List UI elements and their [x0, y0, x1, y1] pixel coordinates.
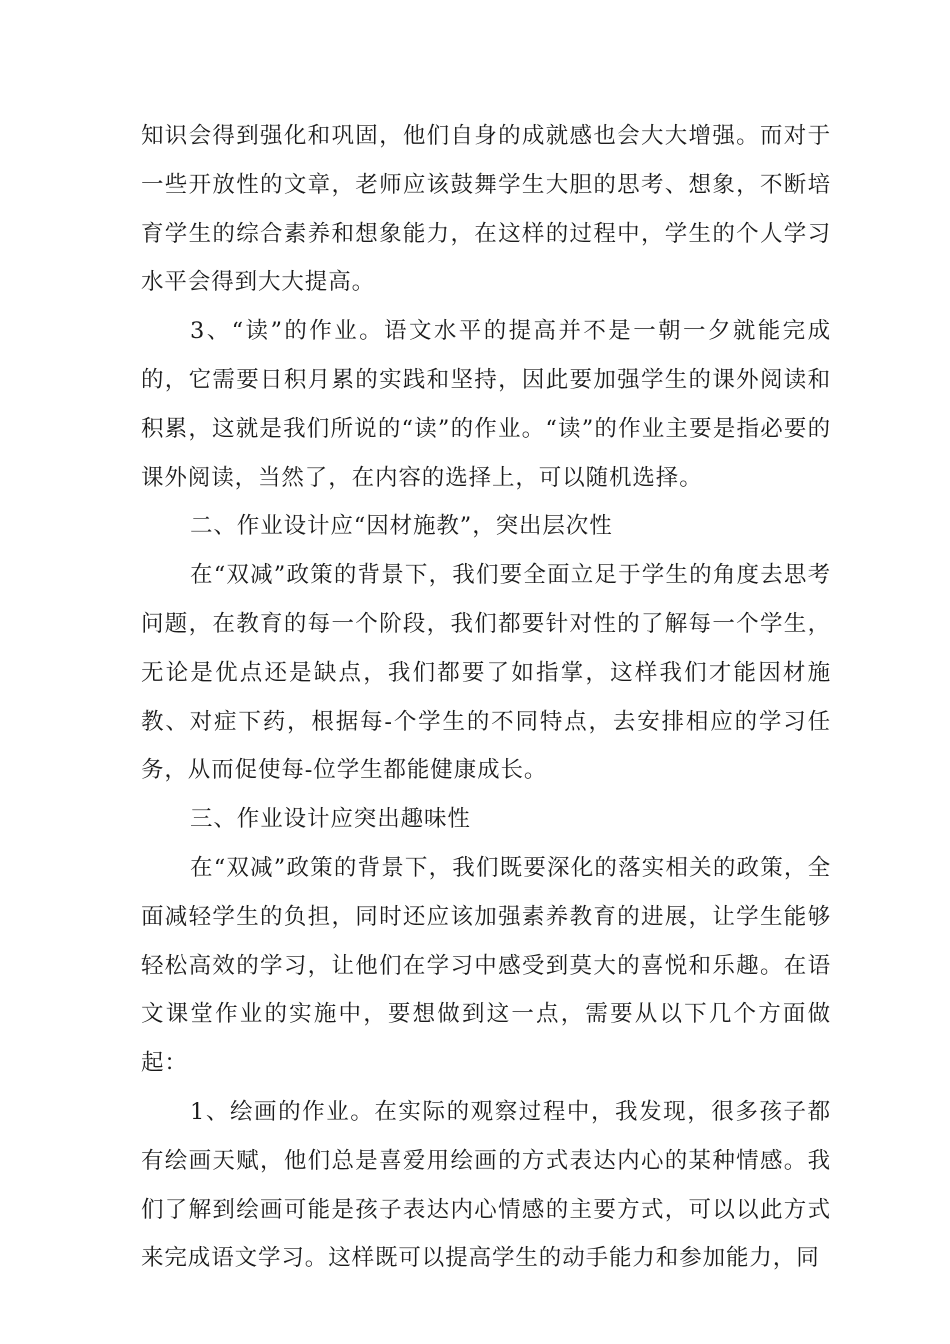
paragraph-continuation: 知识会得到强化和巩固，他们自身的成就感也会大大增强。而对于一些开放性的文章，老师应该鼓舞学生大胆的思考、想象，不断培育学生的综合素养和想象能力，在这样的过程中，学生的个人学习水平会得到大大提高。 [141, 123, 831, 296]
section-heading-3: 三、作业设计应突出趣味性 [190, 806, 471, 833]
section-heading-2: 二、作业设计应“因材施教”，突出层次性 [190, 513, 613, 540]
paragraph-drawing-homework: 1、绘画的作业。在实际的观察过程中，我发现，很多孩子都有绘画天赋，他们总是喜爱用绘画的方式表达内心的某种情感。我们了解到绘画可能是孩子表达内心情感的主要方式，可以以此方式来完成语文学习。这样既可以提高学生的动手能力和参加能力，同 [141, 1098, 831, 1272]
paragraph-fun-homework: 在“双减”政策的背景下，我们既要深化的落实相关的政策，全面减轻学生的负担，同时还应该加强素养教育的进展，让学生能够轻松高效的学习，让他们在学习中感受到莫大的喜悦和乐趣。在语文课堂作业的实施中，要想做到这一点，需要从以下几个方面做起： [141, 854, 831, 1077]
paragraph-reading-homework: 3、“读”的作业。语文水平的提高并不是一朝一夕就能完成的，它需要日积月累的实践和坚持，因此要加强学生的课外阅读和积累，这就是我们所说的“读”的作业。“读”的作业主要是指必要的课外阅读，当然了，在内容的选择上，可以随机选择。 [141, 318, 831, 491]
paragraph-differentiated-teaching: 在“双减”政策的背景下，我们要全面立足于学生的角度去思考问题，在教育的每一个阶段，我们都要针对性的了解每一个学生，无论是优点还是缺点，我们都要了如指掌，这样我们才能因材施教、对症下药，根据每-个学生的不同特点，去安排相应的学习任务，从而促使每-位学生都能健康成长。 [141, 562, 831, 784]
body-text [141, 112, 831, 1283]
